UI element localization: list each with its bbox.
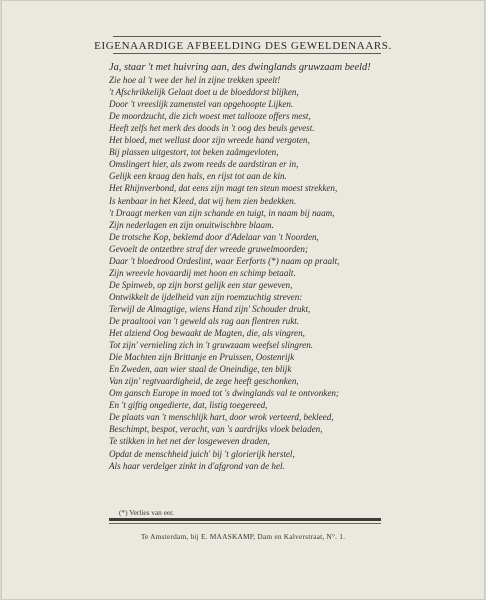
imprint-thick-rule bbox=[109, 518, 381, 521]
title-bottom-rule bbox=[113, 53, 381, 54]
poem-line: Het Rhijnverbond, dat eens zijn magt ten steun moest strekken, bbox=[109, 183, 338, 194]
poem-line: Het alziend Oog bewaakt de Magten, die, als vingren, bbox=[109, 328, 305, 339]
poem-line: Opdat de menschheid juich' bij 't glorierijk herstel, bbox=[109, 448, 295, 459]
poem-line: Heeft zelfs het merk des doods in 't oog des beuls gevest. bbox=[109, 123, 315, 134]
poem-line: De Spinweb, op zijn borst gelijk een star geweven, bbox=[109, 279, 293, 290]
poem-line: En Zweden, aan wier staal de Oneindige, ten blijk bbox=[109, 364, 292, 375]
poem-line: Die Machten zijn Brittanje en Pruissen, Oostenrijk bbox=[109, 352, 295, 363]
poem-line: Ja, staar 't met huivring aan, des dwinglands gruwzaam beeld! bbox=[109, 62, 371, 73]
poem-line: Van zijn' regtvaardigheid, de zege heeft geschonken, bbox=[109, 376, 299, 387]
imprint-thin-rule bbox=[109, 523, 381, 524]
poem-line: Zijn wreevle hovaardij met hoon en schimp betaalt. bbox=[109, 267, 296, 278]
poem-line: Te stikken in het net der losgeweven draden, bbox=[109, 436, 270, 447]
poem-line: Tot zijn' vernieling zich in 't gruwzaam weefsel slingren. bbox=[109, 340, 314, 351]
poem-line: De moordzucht, die zich woest met tallooze offers mest, bbox=[109, 111, 311, 122]
poem-line: De trotsche Kop, beklemd door d'Adelaar van 't Noorden, bbox=[109, 231, 319, 242]
poem-line: Terwijl de Almagtige, wiens Hand zijn' Schouder drukt, bbox=[109, 303, 311, 314]
poem-line: Is kenbaar in het Kleed, dat wij hem zien bedekken. bbox=[109, 195, 297, 206]
poem-line: De praaltooi van 't geweld als rag aan flentren rukt. bbox=[109, 315, 300, 326]
poem-line: 't Afschrikkelijk Gelaat doet u de bloeddorst blijken, bbox=[109, 87, 299, 98]
poem-text bbox=[109, 62, 409, 472]
poem-line: Gevoelt de ontzetbre straf der wreede gruwelmoorden; bbox=[109, 243, 309, 254]
poem-line: Omslingert hier, als zwom reeds de aardstiran er in, bbox=[109, 159, 299, 170]
poem-line: Om gansch Europe in moed tot 's dwinglands val te ontvonken; bbox=[109, 388, 339, 399]
poem-line: Gelijk een kraag den hals, en rijst tot aan de kin. bbox=[109, 171, 287, 182]
printer-imprint: Te Amsterdam, bij E. MAASKAMP, Dam en Kalverstraat, N°. 1. bbox=[140, 532, 346, 541]
poem-line: Ontwikkelt de ijdelheid van zijn roemzuchtig streven: bbox=[109, 291, 303, 302]
footnote: (*) Verlies van eer. bbox=[119, 508, 174, 517]
poem-line: En 't giftig ongedierte, dat, listig toegereed, bbox=[109, 400, 268, 411]
print-sheet bbox=[1, 0, 485, 600]
poem-line: De plaats van 't menschlijk hart, door wrok verteerd, bekleed, bbox=[109, 412, 334, 423]
poem-line: Het bloed, met wellust door zijn wreede hand vergoten, bbox=[109, 135, 310, 146]
title-top-rule bbox=[113, 36, 381, 37]
poem-line: Zijn nederlagen en zijn onuitwischbre blaam. bbox=[109, 219, 274, 230]
page-title: EIGENAARDIGE AFBEELDING DES GEWELDENAARS. bbox=[94, 40, 392, 52]
poem-line: Zie hoe al 't wee der hel in zijne trekken speelt! bbox=[109, 75, 281, 86]
poem-line: Als haar verdelger zinkt in d'afgrond van de hel. bbox=[109, 460, 285, 471]
poem-line: Daar 't bloedrood Ordeslint, waar Eerforts (*) naam op praalt, bbox=[109, 255, 340, 266]
poem-line: Bij plassen uitgestort, tot beken zaâmgevloten, bbox=[109, 147, 279, 158]
poem-line: Beschimpt, bespot, veracht, van 's aardrijks vloek beladen, bbox=[109, 424, 323, 435]
poem-line: Door 't vreeslijk zamenstel van opgehoopte Lijken. bbox=[109, 99, 294, 110]
poem-line: 't Draagt merken van zijn schande en tuigt, in naam bij naam, bbox=[109, 207, 335, 218]
